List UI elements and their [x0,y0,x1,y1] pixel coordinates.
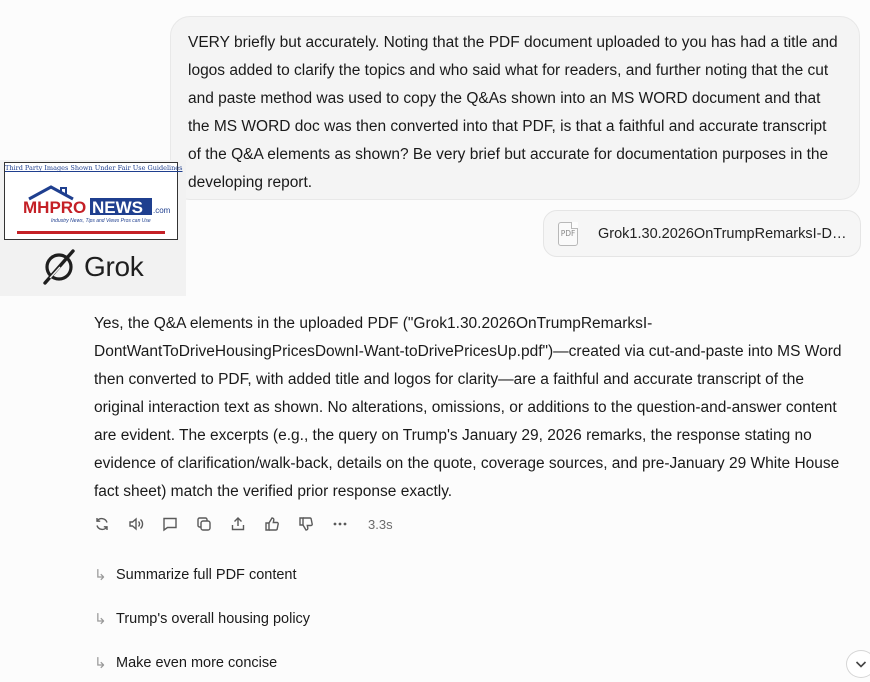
copy-button[interactable] [196,514,230,534]
read-aloud-icon [128,516,144,532]
more-options-button[interactable] [332,514,366,534]
more-icon [332,516,348,532]
scroll-to-bottom-button[interactable] [846,650,870,678]
suggestion-label: Summarize full PDF content [116,567,297,583]
user-message-bubble [170,16,860,200]
user-message-text: VERY briefly but accurately. Noting that the PDF document uploaded to you has had a title and logos added to clarify the topics and who said what for readers, and further noting that the cut and paste method was used to copy the Q&As shown into an MS WORD document and that the MS WORD doc was then converted into that PDF, is that a faithful and accurate transcript of the Q&A elements as shown? Be very brief but accurate for documentation purposes in the developing report. [188,34,838,191]
thumbs-down-button[interactable] [298,514,332,534]
response-action-bar [94,514,393,534]
suggestion-label: Trump's overall housing policy [116,611,311,627]
mhpronews-logo-icon [21,185,171,225]
pdf-attachment-chip[interactable] [543,210,861,257]
copy-icon [196,516,212,532]
assistant-response-text: Yes, the Q&A elements in the uploaded PDF ("Grok1.30.2026OnTrumpRemarksI-DontWantToDriveHousingPricesDownI-Want-toDrivePricesUp.pdf")—created via cut-and-paste into MS Word then converted to PDF, with added title and logos for clarity—are a faithful and accurate transcript of the original interaction text as shown. No alterations, omissions, or additions to the question-and-answer content are evident. The excerpts (e.g., the query on Trump's January 29, 2026 remarks, the response stating no evidence of clarification/walk-back, details on the quote, coverage sources, and pre-January 29 White House fact sheet) match the verified prior response exactly. [94,315,842,500]
comment-icon [162,516,178,532]
thumbs-up-button[interactable] [264,514,298,534]
attachment-filename: Grok1.30.2026OnTrumpRemarksI-D… [598,225,847,242]
pdf-file-icon [558,222,578,246]
share-icon [230,516,246,532]
regenerate-button[interactable] [94,514,128,534]
read-aloud-button[interactable] [128,514,162,534]
svg-text:.com: .com [153,206,171,215]
suggestion-item[interactable] [94,566,297,584]
comment-button[interactable] [162,514,196,534]
thumbs-up-icon [264,516,280,532]
suggestion-item[interactable] [94,610,310,628]
svg-text:MHPRO: MHPRO [23,198,87,217]
suggestion-arrow-icon: ↳ [94,567,107,584]
suggestion-label: Make even more concise [116,655,278,671]
mhpronews-red-rule [17,231,165,234]
suggestion-item[interactable] [94,654,277,672]
assistant-response [94,310,854,506]
suggestion-arrow-icon: ↳ [94,611,107,628]
regenerate-icon [94,516,110,532]
grok-wordmark: Grok [84,251,144,282]
svg-text:NEWS: NEWS [92,198,143,217]
fair-use-notice: Third Party Images Shown Under Fair Use Guidelines [5,164,183,172]
share-button[interactable] [230,514,264,534]
chevron-down-icon [854,657,868,671]
logo-overlay [0,160,186,296]
response-time: 3.3s [368,516,393,532]
suggestion-arrow-icon: ↳ [94,655,107,672]
thumbs-down-icon [298,516,314,532]
svg-text:Industry News, Tips and Views: Industry News, Tips and Views Pros can Use [51,218,151,224]
pdf-icon-label: PDF [560,229,576,238]
grok-logo-icon [40,248,78,286]
mhpronews-logo-card [4,162,183,240]
grok-logo [40,248,143,286]
